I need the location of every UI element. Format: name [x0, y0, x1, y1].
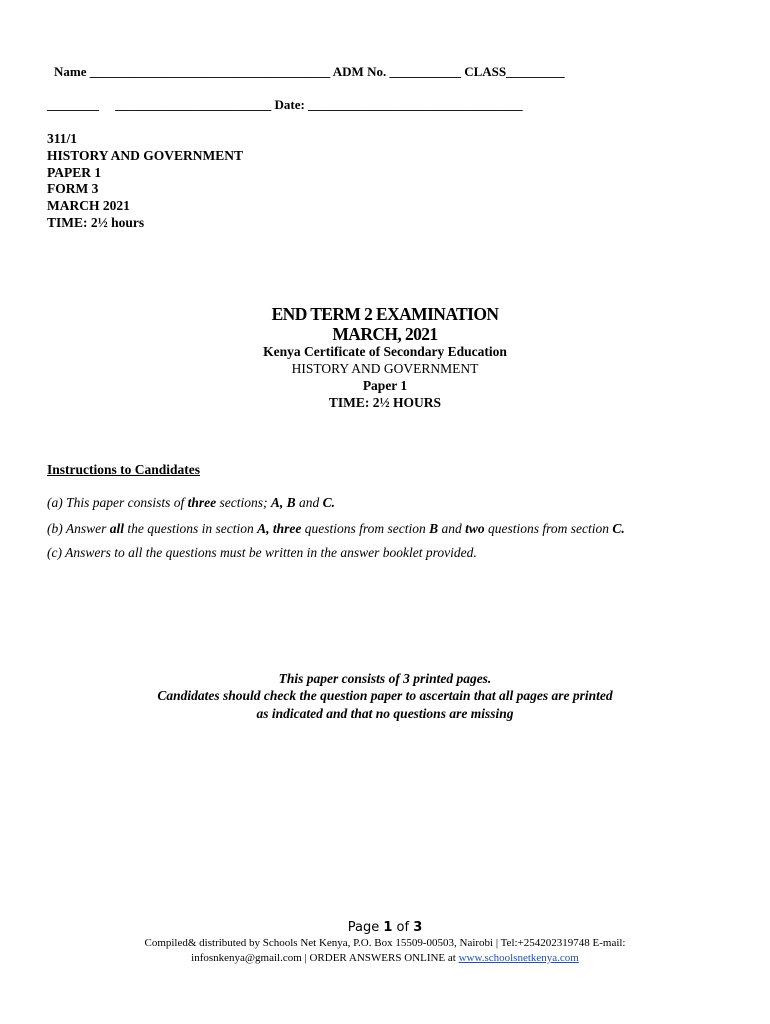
date-line: ________ ________________________ Date: _________________________________ — [47, 97, 523, 112]
instruction-emphasis: C. — [612, 521, 625, 536]
time-label: TIME: 2½ HOURS — [328, 395, 442, 410]
instruction-text: questions from section — [301, 521, 430, 536]
footer-email-text: infosnkenya@gmail.com | ORDER ANSWERS ONLINE at — [191, 952, 459, 964]
paper-time: TIME: 2½ hours — [47, 214, 145, 230]
name-adm-class-line: Name _____________________________________ ADM No. ___________ CLASS_________ — [54, 64, 565, 79]
subject-title: HISTORY AND GOVERNMENT — [291, 361, 479, 376]
page-of: of — [392, 920, 414, 935]
instruction-emphasis: two — [465, 521, 485, 536]
paper-info-block — [47, 131, 243, 232]
paper-date: MARCH 2021 — [47, 198, 130, 214]
instruction-c: (c) Answers to all the questions must be written in the answer booklet provided. — [47, 545, 477, 560]
instruction-emphasis: A, B — [270, 495, 296, 510]
instructions-heading: Instructions to Candidates — [47, 462, 201, 477]
instruction-text: and — [438, 521, 466, 536]
exam-title: END TERM 2 EXAMINATION — [271, 304, 499, 324]
instruction-text: (b) Answer — [47, 521, 110, 536]
instruction-emphasis: A, three — [257, 521, 302, 536]
paper-label: Paper 1 — [362, 378, 408, 393]
exam-date: MARCH, 2021 — [332, 324, 438, 344]
instruction-text: and — [295, 495, 323, 510]
footer-distributor: Compiled& distributed by Schools Net Kenya, P.O. Box 15509-00503, Nairobi | Tel:+254202319748 E-mail: — [144, 937, 626, 949]
instruction-text: the questions in section — [124, 521, 258, 536]
page-number — [0, 920, 770, 935]
instruction-text: questions from section — [484, 521, 613, 536]
instruction-emphasis: all — [109, 521, 125, 536]
instruction-emphasis: B — [429, 521, 439, 536]
page-current: 1 — [383, 920, 393, 935]
page-prefix: Page — [347, 920, 384, 935]
paper-code: 311/1 — [47, 131, 78, 146]
check-note: Candidates should check the question paper to ascertain that all pages are printed — [157, 688, 613, 703]
pages-note: This paper consists of 3 printed pages. — [278, 671, 492, 686]
check-note-continued: as indicated and that no questions are missing — [256, 706, 514, 721]
instruction-text: sections; — [216, 495, 271, 510]
page-total: 3 — [413, 920, 423, 935]
footer-contact — [0, 952, 770, 964]
instruction-b — [47, 521, 625, 537]
paper-number: PAPER 1 — [47, 164, 102, 180]
website-link[interactable]: www.schoolsnetkenya.com — [458, 952, 579, 964]
paper-form: FORM 3 — [47, 181, 99, 197]
instruction-text: (a) This paper consists of — [47, 495, 188, 510]
instruction-emphasis: three — [187, 495, 217, 510]
instruction-a — [47, 495, 335, 511]
instruction-emphasis: C. — [322, 495, 336, 510]
certificate-name: Kenya Certificate of Secondary Education — [263, 344, 507, 359]
paper-subject: HISTORY AND GOVERNMENT — [47, 147, 244, 163]
